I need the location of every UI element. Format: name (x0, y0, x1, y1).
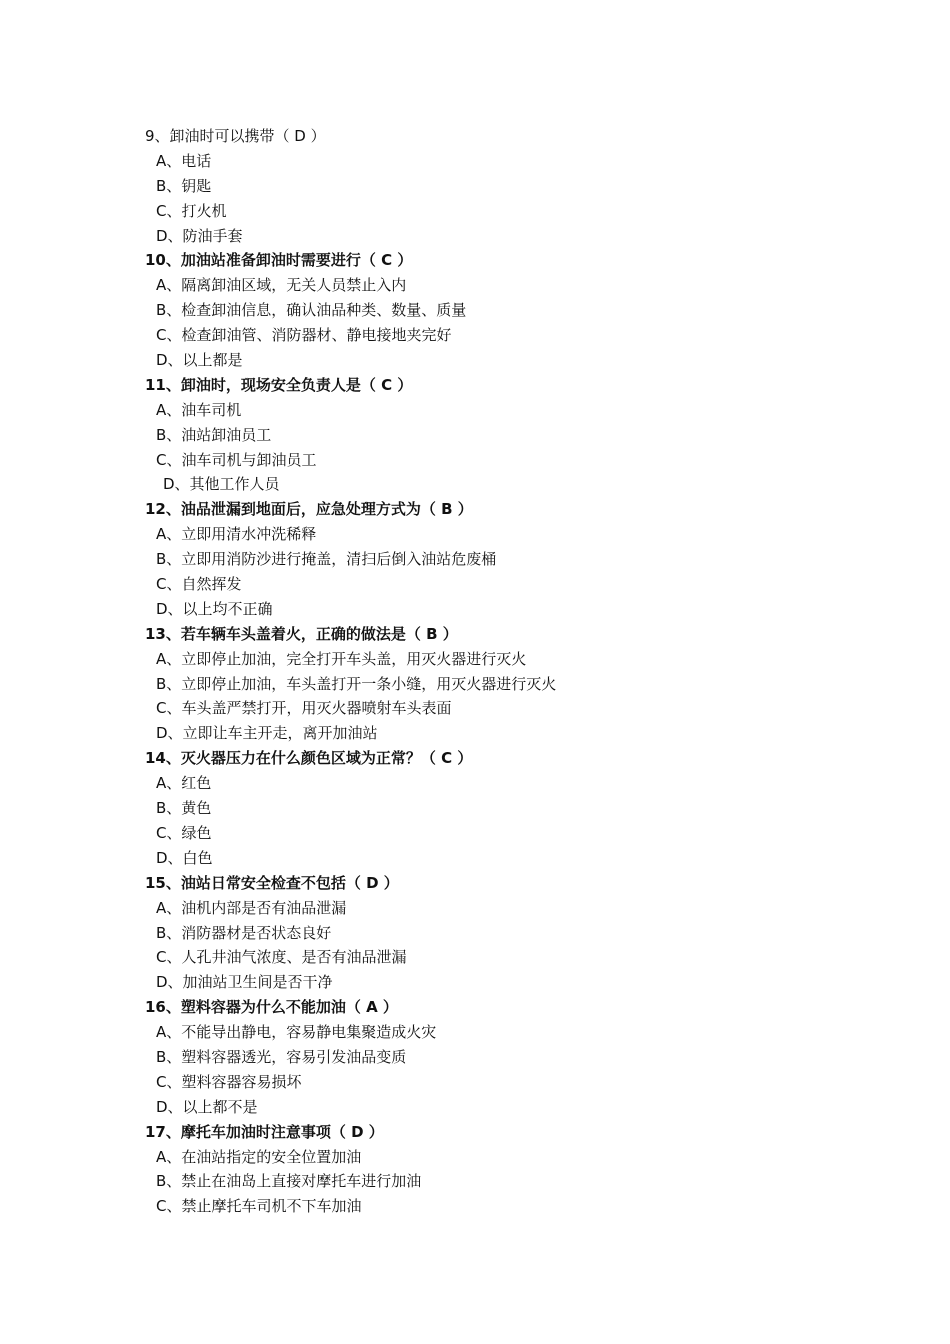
question-title: 17、摩托车加油时注意事项（ D ） (145, 1122, 384, 1141)
answer-option: B、立即用消防沙进行掩盖，清扫后倒入油站危废桶 (156, 550, 497, 569)
answer-option: C、人孔井油气浓度、是否有油品泄漏 (156, 948, 407, 967)
answer-option: D、加油站卫生间是否干净 (156, 973, 333, 992)
answer-option: C、打火机 (156, 201, 227, 220)
answer-option: D、其他工作人员 (163, 475, 280, 494)
answer-option: C、塑料容器容易损坏 (156, 1072, 302, 1091)
answer-option: A、在油站指定的安全位置加油 (156, 1147, 362, 1166)
question-title: 10、加油站准备卸油时需要进行（ C ） (145, 251, 413, 270)
answer-option: B、钥匙 (156, 176, 212, 195)
answer-option: B、塑料容器透光，容易引发油品变质 (156, 1047, 407, 1066)
answer-option: C、油车司机与卸油员工 (156, 450, 317, 469)
question-title: 11、卸油时，现场安全负责人是（ C ） (145, 375, 413, 394)
answer-option: A、红色 (156, 774, 212, 793)
answer-option: D、以上均不正确 (156, 599, 273, 618)
answer-option: D、以上都不是 (156, 1097, 258, 1116)
answer-option: C、检查卸油管、消防器材、静电接地夹完好 (156, 326, 452, 345)
answer-option: D、立即让车主开走，离开加油站 (156, 724, 378, 743)
answer-option: A、不能导出静电，容易静电集聚造成火灾 (156, 1023, 437, 1042)
answer-option: B、立即停止加油，车头盖打开一条小缝，用灭火器进行灭火 (156, 674, 557, 693)
question-title: 15、油站日常安全检查不包括（ D ） (145, 873, 399, 892)
answer-option: D、防油手套 (156, 226, 243, 245)
question-list (145, 124, 845, 1219)
answer-option: C、禁止摩托车司机不下车加油 (156, 1197, 362, 1216)
question-title: 9、卸油时可以携带（ D ） (145, 127, 326, 145)
answer-option: D、以上都是 (156, 351, 243, 370)
answer-option: C、自然挥发 (156, 575, 242, 594)
answer-option: B、消防器材是否状态良好 (156, 923, 332, 942)
answer-option: B、黄色 (156, 799, 212, 818)
question-title: 12、油品泄漏到地面后，应急处理方式为（ B ） (145, 500, 473, 519)
question-title: 13、若车辆车头盖着火，正确的做法是（ B ） (145, 624, 458, 643)
answer-option: B、油站卸油员工 (156, 425, 272, 444)
question-title: 16、塑料容器为什么不能加油（ A ） (145, 998, 398, 1017)
question-title: 14、灭火器压力在什么颜色区域为正常？（ C ） (145, 749, 473, 768)
answer-option: A、立即停止加油，完全打开车头盖，用灭火器进行灭火 (156, 649, 527, 668)
answer-option: C、绿色 (156, 823, 212, 842)
answer-option: A、油机内部是否有油品泄漏 (156, 898, 347, 917)
answer-option: D、白色 (156, 848, 213, 867)
answer-option: B、禁止在油岛上直接对摩托车进行加油 (156, 1172, 422, 1191)
answer-option: C、车头盖严禁打开，用灭火器喷射车头表面 (156, 699, 452, 718)
answer-option: A、电话 (156, 151, 212, 170)
answer-option: A、立即用清水冲洗稀释 (156, 525, 317, 544)
answer-option: A、油车司机 (156, 400, 242, 419)
answer-option: B、检查卸油信息，确认油品种类、数量、质量 (156, 301, 467, 320)
answer-option: A、隔离卸油区域，无关人员禁止入内 (156, 276, 407, 295)
